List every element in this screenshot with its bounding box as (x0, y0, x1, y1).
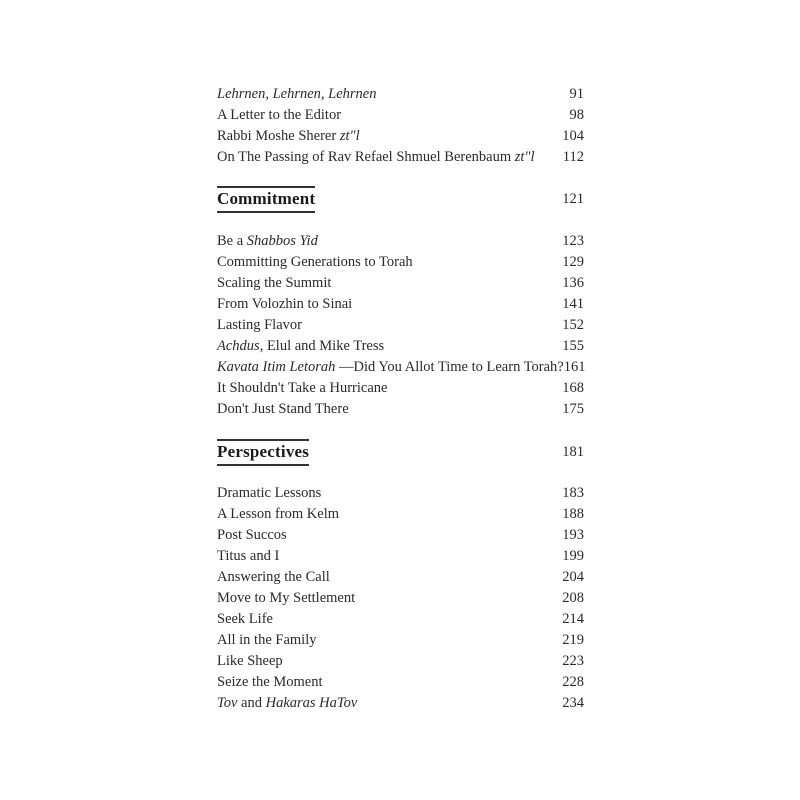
entry-title-italic: zt"l (339, 128, 360, 144)
toc-entry (217, 630, 584, 651)
entry-title: Committing Generations to Torah (217, 254, 413, 270)
entry-title-italic: Achdus (217, 338, 260, 354)
toc-entry (217, 588, 584, 609)
toc-entry (217, 147, 584, 168)
entry-title (217, 84, 377, 105)
entry-page: 136 (562, 275, 584, 291)
entry-page: 98 (569, 107, 584, 123)
toc-entry (217, 504, 584, 525)
entry-title: Answering the Call (217, 569, 330, 585)
entry-title: Don't Just Stand There (217, 401, 349, 417)
entry-title-text: —Did You Allot Time to Learn Torah? (335, 359, 564, 375)
toc-entry (217, 378, 584, 399)
entry-page: 208 (562, 590, 584, 606)
toc-entry (217, 315, 584, 336)
entry-title-italic: Shabbos Yid (246, 233, 318, 249)
entry-title: Move to My Settlement (217, 590, 356, 606)
entry-title: Like Sheep (217, 653, 283, 669)
entry-page: 168 (562, 380, 584, 396)
section-header-perspectives (217, 439, 584, 465)
entry-page: 183 (562, 485, 584, 501)
entry-page: 112 (562, 149, 584, 165)
toc-entry (217, 336, 584, 357)
entry-title (217, 693, 357, 714)
toc-entry (217, 294, 584, 315)
entry-title: Post Succos (217, 527, 287, 543)
toc-entry (217, 546, 584, 567)
entry-title-italic: zt"l (514, 149, 535, 165)
toc-entry (217, 483, 584, 504)
entry-title: Seek Life (217, 611, 273, 627)
entry-page: 91 (569, 86, 584, 102)
entry-title: From Volozhin to Sinai (217, 296, 353, 312)
entry-title: A Letter to the Editor (217, 107, 342, 123)
toc-entry (217, 672, 584, 693)
entry-page: 123 (562, 233, 584, 249)
toc-entry (217, 105, 584, 126)
entry-title-italic: Tov (217, 695, 238, 711)
entry-title (217, 336, 384, 357)
entry-page: 199 (562, 548, 584, 564)
entry-page: 175 (562, 401, 584, 417)
entry-title (217, 147, 535, 168)
entry-title: All in the Family (217, 632, 317, 648)
toc-entry (217, 693, 584, 714)
entry-title: A Lesson from Kelm (217, 506, 340, 522)
section-header-commitment (217, 186, 584, 212)
entry-title-text: , Elul and Mike Tress (259, 338, 385, 354)
entry-title-text: Rabbi Moshe Sherer (217, 128, 340, 144)
entry-title: It Shouldn't Take a Hurricane (217, 380, 388, 396)
entry-page: 219 (562, 632, 584, 648)
toc-entry (217, 273, 584, 294)
entry-page: 223 (562, 653, 584, 669)
entry-page: 228 (562, 674, 584, 690)
toc-entry (217, 231, 584, 252)
entry-title-italic: Hakaras HaTov (265, 695, 358, 711)
toc-entry (217, 651, 584, 672)
entry-title (217, 231, 318, 252)
section-heading: Perspectives (217, 439, 309, 466)
entry-page: 214 (562, 611, 584, 627)
entry-title: Seize the Moment (217, 674, 323, 690)
entry-title: Lasting Flavor (217, 317, 302, 333)
entry-page: 234 (562, 695, 584, 711)
toc-entry (217, 126, 584, 147)
entry-page: 152 (562, 317, 584, 333)
toc-entry (217, 525, 584, 546)
toc-entry (217, 252, 584, 273)
toc-entry (217, 567, 584, 588)
entry-page: 204 (562, 569, 584, 585)
toc-entry (217, 609, 584, 630)
entry-title-italic: Lehrnen, Lehrnen, Lehrnen (217, 86, 377, 102)
entry-page: 161 (563, 359, 586, 375)
entry-page: 104 (562, 128, 584, 144)
entry-title-text: and (237, 695, 266, 711)
entry-page: 155 (562, 338, 584, 354)
entry-page: 141 (562, 296, 584, 312)
entry-title: Titus and I (217, 548, 280, 564)
entry-page: 193 (562, 527, 584, 543)
entry-title-text: On The Passing of Rav Refael Shmuel Berenbaum (217, 149, 515, 165)
entry-title-text: Be a (217, 233, 247, 249)
section-page: 121 (562, 191, 584, 207)
entry-title: Scaling the Summit (217, 275, 332, 291)
entry-page: 188 (562, 506, 584, 522)
entry-title: Dramatic Lessons (217, 485, 322, 501)
section-page: 181 (562, 444, 584, 460)
section-heading: Commitment (217, 186, 315, 213)
toc-entry (217, 84, 584, 105)
toc-entry (217, 357, 584, 378)
entry-page: 129 (562, 254, 584, 270)
toc-entry (217, 399, 584, 420)
entry-title (217, 126, 360, 147)
entry-title-italic: Kavata Itim Letorah (217, 359, 336, 375)
entry-title (217, 357, 564, 378)
